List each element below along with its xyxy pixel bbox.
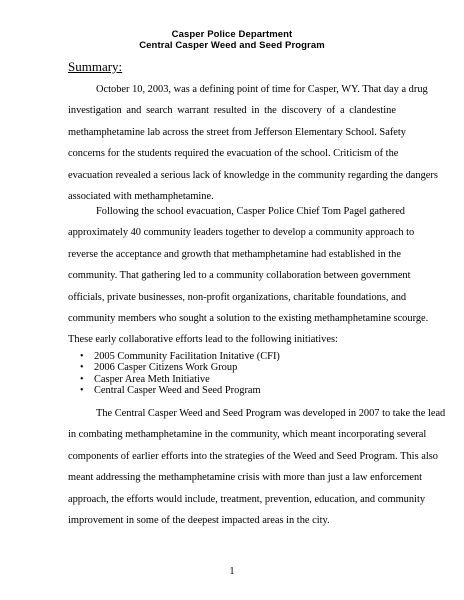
list-item: • 2006 Casper Citizens Work Group [80,362,280,373]
paragraph-line: improvement in some of the deepest impacted areas in the city. [68,514,330,526]
paragraph-line: community. That gathering led to a community collaboration between government [68,270,411,282]
page-number: 1 [229,566,235,577]
paragraph-line: Following the school evacuation, Casper Police Chief Tom Pagel gathered [96,206,405,217]
paragraph-line: associated with methamphetamine. [68,190,214,202]
paragraph-line: in combating methamphetamine in the community, which meant incorporating several [68,429,427,441]
paragraph-line: approach, the efforts would include, treatment, prevention, education, and community [68,493,426,505]
paragraph-line: The Central Casper Weed and Seed Program was developed in 2007 to take the lead [96,408,446,419]
header-program-title: Central Casper Weed and Seed Program [139,40,325,51]
paragraph-line: October 10, 2003, was a defining point of time for Casper, WY. That day a drug [96,84,428,95]
list-item: • Casper Area Meth Initiative [80,374,280,385]
paragraph-line: evacuation revealed a serious lack of knowledge in the community regarding the dangers [68,169,438,181]
paragraph-2 [68,201,429,351]
paragraph-line: meant addressing the methamphetamine crisis with more than just a law enforcement [68,472,423,484]
header-organization: Casper Police Department [171,29,293,40]
paragraph-line: methamphetamine lab across the street from Jefferson Elementary School. Safety [68,126,406,138]
initiatives-list [80,351,280,396]
paragraph-line: concerns for the students required the evacuation of the school. Criticism of the [68,148,399,160]
paragraph-1 [68,79,438,207]
paragraph-line: These early collaborative efforts lead to the following initiatives: [68,334,338,346]
paragraph-line: community members who sought a solution to the existing methamphetamine scourge. [68,312,429,324]
paragraph-line: approximately 40 community leaders together to develop a community approach to [68,227,415,239]
list-item: • 2005 Community Facilitation Initative (CFI) [80,351,280,362]
paragraph-3 [68,403,446,531]
list-item: • Central Casper Weed and Seed Program [80,385,280,396]
paragraph-line: investigation and search warrant resulted in the discovery of a clandestine [68,105,396,117]
paragraph-line: reverse the acceptance and growth that methamphetamine had established in the [68,248,401,260]
summary-heading: Summary: [68,59,123,74]
paragraph-line: components of earlier efforts into the strategies of the Weed and Seed Program. This also [68,450,438,462]
paragraph-line: officials, private businesses, non-profit organizations, charitable foundations, and [68,291,407,303]
